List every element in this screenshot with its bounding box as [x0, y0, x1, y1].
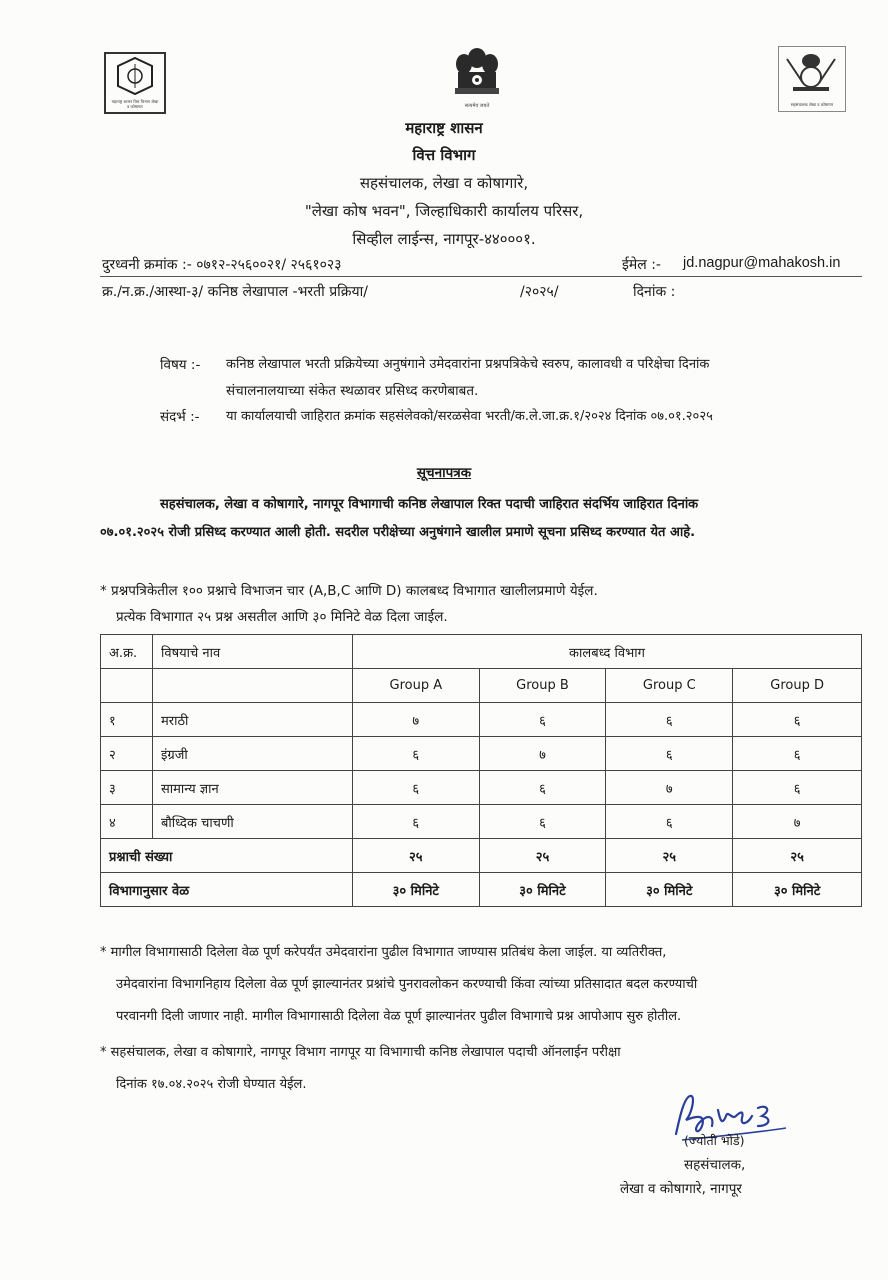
table-row: [101, 703, 862, 737]
point-3-line-2: दिनांक १७.०४.२०२५ रोजी घेण्यात येईल.: [116, 1077, 307, 1092]
row-value: ६: [479, 703, 606, 737]
question-distribution-table: [100, 634, 862, 907]
time-value: ३० मिनिटे: [606, 873, 733, 907]
row-sr: ३: [101, 771, 153, 805]
email-address: jd.nagpur@mahakosh.in: [683, 255, 841, 271]
time-label: विभागानुसार वेळ: [101, 873, 353, 907]
total-value: २५: [479, 839, 606, 873]
office-name: सहसंचालक, लेखा व कोषागारे,: [359, 174, 529, 192]
row-value: ७: [353, 703, 480, 737]
phone-number: दुरध्वनी क्रमांक :- ०७१२-२५६००२१/ २५६१०२३: [102, 257, 342, 273]
govt-name: महाराष्ट्र शासन: [405, 119, 483, 137]
subject-line-2: संचालनालयाच्या संकेत स्थळावर प्रसिध्द करणेबाबत.: [226, 383, 479, 399]
row-value: ६: [479, 771, 606, 805]
table-time-row: [101, 873, 862, 907]
row-subject: बौध्दिक चाचणी: [153, 805, 353, 839]
signatory-name: (ज्योती भोंडे): [684, 1133, 745, 1148]
office-address-1: "लेखा कोष भवन", जिल्हाधिकारी कार्यालय परिसर,: [304, 202, 584, 220]
subject-label: विषय :-: [160, 357, 201, 373]
row-value: ६: [353, 737, 480, 771]
signatory-office: लेखा व कोषागारे, नागपूर: [620, 1181, 742, 1197]
time-value: ३० मिनिटे: [479, 873, 606, 907]
subject-line-1: कनिष्ठ लेखापाल भरती प्रक्रियेच्या अनुषंगाने उमेदवारांना प्रश्नपत्रिकेचे स्वरुप, कालावधी व परिक्षेचा दिनांक: [226, 357, 710, 372]
point-1-line-2: प्रत्येक विभागात २५ प्रश्न असतील आणि ३० मिनिटे वेळ दिला जाईल.: [116, 609, 448, 625]
notice-line-2: ०७.०१.२०२५ रोजी प्रसिध्द करण्यात आली होती. सदरील परीक्षेच्या अनुषंगाने खालील प्रमाणे सूचना प्रसिध्द करण्यात येत आहे.: [100, 525, 696, 540]
table-head-subject: विषयाचे नाव: [153, 635, 353, 669]
notice-line-1: सहसंचालक, लेखा व कोषागारे, नागपूर विभागाची कनिष्ठ लेखापाल रिक्त पदाची जाहिरात संदर्भिय जाहिरात दिनांक: [160, 497, 699, 512]
point-2-line-3: परवानगी दिली जाणार नाही. मागील विभागासाठी दिलेला वेळ पूर्ण झाल्यानंतर पुढील विभागाचे प्रश्न आपोआप सुरु होतील.: [116, 1009, 682, 1024]
emblem-caption: सत्यमेव जयते: [464, 103, 490, 109]
row-value: ७: [606, 771, 733, 805]
table-row: [101, 737, 862, 771]
email-label: ईमेल :-: [622, 257, 661, 273]
row-value: ६: [353, 805, 480, 839]
point-2-line-1: * मागील विभागासाठी दिलेला वेळ पूर्ण करेपर्यंत उमेदवारांना पुढील विभागात जाण्यास प्रतिबंध केला जाईल. या व्यतिरीक्त,: [100, 945, 667, 960]
office-address-2: सिव्हील लाईन्स, नागपूर-४४०००१.: [352, 230, 536, 248]
row-sr: १: [101, 703, 153, 737]
point-3-line-1: * सहसंचालक, लेखा व कोषागारे, नागपूर विभाग नागपूर या विभागाची कनिष्ठ लेखापाल पदाची ऑनलाईन परीक्षा: [100, 1045, 621, 1060]
table-head-group-c: Group C: [606, 669, 733, 703]
table-head-group-a: Group A: [353, 669, 480, 703]
department-logo: [104, 52, 166, 114]
total-label: प्रश्नाची संख्या: [101, 839, 353, 873]
department-logo-text: महाराष्ट्र शासन वित्त विभाग लेखा व कोषागार: [111, 99, 159, 109]
point-1-line-1: * प्रश्नपत्रिकेतील १०० प्रश्नाचे विभाजन चार (A,B,C आणि D) कालबध्द विभागात खालीलप्रमाणे येईल.: [100, 583, 598, 599]
table-head-group-b: Group B: [479, 669, 606, 703]
time-value: ३० मिनिटे: [353, 873, 480, 907]
row-value: ६: [733, 703, 862, 737]
row-value: ६: [733, 737, 862, 771]
row-sr: ४: [101, 805, 153, 839]
row-value: ७: [479, 737, 606, 771]
table-head-group: कालबध्द विभाग: [353, 635, 862, 669]
table-total-row: [101, 839, 862, 873]
total-value: २५: [733, 839, 862, 873]
notice-title: सूचनापत्रक: [416, 465, 472, 481]
row-subject: इंग्रजी: [153, 737, 353, 771]
row-value: ६: [606, 703, 733, 737]
row-value: ६: [606, 805, 733, 839]
directorate-logo: [778, 46, 846, 112]
row-subject: मराठी: [153, 703, 353, 737]
contact-divider: [100, 276, 862, 277]
letter-year: /२०२५/: [520, 284, 559, 300]
total-value: २५: [353, 839, 480, 873]
letter-date-label: दिनांक :: [633, 284, 676, 300]
reference-label: संदर्भ :-: [160, 409, 200, 425]
row-value: ६: [479, 805, 606, 839]
table-head-group-d: Group D: [733, 669, 862, 703]
table-row: [101, 805, 862, 839]
directorate-logo-text: सहसंचालक लेखा व कोषागार: [790, 102, 834, 107]
department-name: वित्त विभाग: [412, 146, 476, 164]
total-value: २५: [606, 839, 733, 873]
time-value: ३० मिनिटे: [733, 873, 862, 907]
row-sr: २: [101, 737, 153, 771]
row-value: ६: [733, 771, 862, 805]
signatory-designation: सहसंचालक,: [684, 1157, 746, 1173]
table-row: [101, 771, 862, 805]
row-value: ७: [733, 805, 862, 839]
letter-reference: क्र./न.क्र./आस्था-३/ कनिष्ठ लेखापाल -भरती प्रक्रिया/: [102, 284, 369, 300]
table-head-sr: अ.क्र.: [101, 635, 153, 669]
row-subject: सामान्य ज्ञान: [153, 771, 353, 805]
row-value: ६: [606, 737, 733, 771]
row-value: ६: [353, 771, 480, 805]
point-2-line-2: उमेदवारांना विभागनिहाय दिलेला वेळ पूर्ण झाल्यानंतर प्रश्नांचे पुनरावलोकन करण्याची किंवा त्यांच्या प्रतिसादात बदल करण्याची: [116, 977, 698, 992]
reference-text: या कार्यालयाची जाहिरात क्रमांक सहसंलेवको/सरळसेवा भरती/क.ले.जा.क्र.१/२०२४ दिनांक ०७.०१.२०२५: [226, 409, 713, 424]
